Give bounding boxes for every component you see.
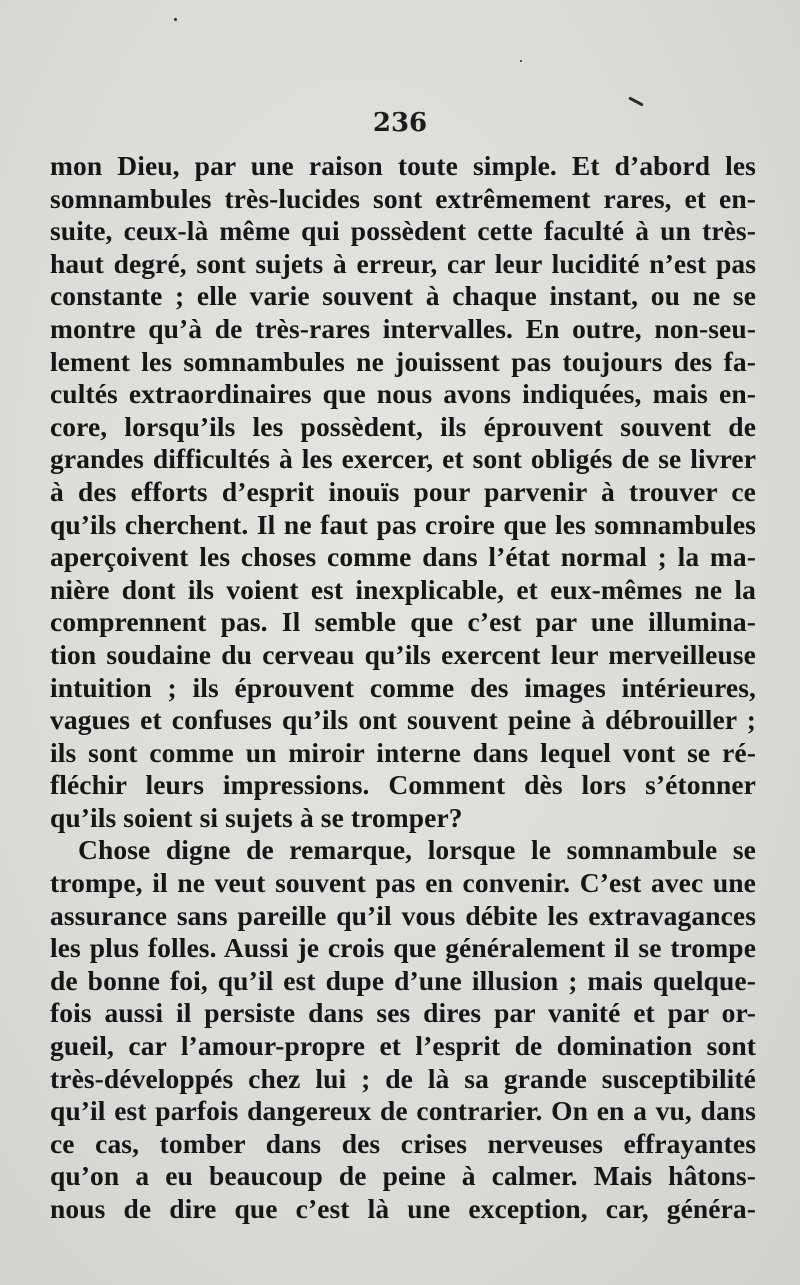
text-line: les plus folles. Aussi je crois que généralement il se trompe [50, 932, 756, 964]
text-line: qu’ils soient si sujets à se tromper? [50, 801, 463, 833]
page-number: 236 [372, 108, 428, 138]
body-text [50, 150, 756, 1226]
text-line: Chose digne de remarque, lorsque le somnambule se [78, 834, 756, 866]
text-line: haut degré, sont sujets à erreur, car leur lucidité n’est pas [50, 247, 756, 279]
text-line: mon Dieu, par une raison toute simple. Et d’abord les [50, 150, 756, 181]
text-line: gueil, car l’amour-propre et l’esprit de domination sont [50, 1030, 756, 1062]
ink-speck [174, 18, 177, 21]
text-line: grandes difficultés à les exercer, et sont obligés de se livrer [50, 443, 756, 475]
text-line: aperçoivent les choses comme dans l’état normal ; la ma- [50, 541, 756, 573]
paragraph-1 [50, 150, 756, 834]
text-line: intuition ; ils éprouvent comme des images intérieures, [50, 671, 756, 703]
text-line: fléchir leurs impressions. Comment dès lors s’étonner [50, 769, 756, 801]
text-line: cultés extraordinaires que nous avons indiquées, mais en- [50, 378, 756, 410]
text-line: core, lorsqu’ils les possèdent, ils éprouvent souvent de [50, 410, 756, 442]
text-line: ils sont comme un miroir interne dans lequel vont se ré- [50, 736, 756, 768]
text-line: fois aussi il persiste dans ses dires par vanité et par or- [50, 997, 756, 1029]
text-line: nière dont ils voient est inexplicable, et eux-mêmes ne la [50, 573, 756, 605]
text-line: lement les somnambules ne jouissent pas toujours des fa- [50, 345, 756, 377]
text-line: vagues et confuses qu’ils ont souvent peine à débrouiller ; [50, 704, 756, 736]
text-line: qu’il est parfois dangereux de contrarier. On en a vu, dans [50, 1095, 756, 1127]
text-line: ce cas, tomber dans des crises nerveuses effrayantes [50, 1127, 756, 1159]
text-line: constante ; elle varie souvent à chaque instant, ou ne se [50, 280, 756, 312]
text-line: suite, ceux-là même qui possèdent cette faculté à un très- [50, 215, 756, 247]
text-line: assurance sans pareille qu’il vous débite les extravagances [50, 899, 756, 931]
text-line: nous de dire que c’est là une exception, car, généra- [50, 1193, 756, 1224]
text-line: qu’ils cherchent. Il ne faut pas croire que les somnambules [50, 508, 756, 540]
paragraph-2 [50, 834, 756, 1225]
text-line: à des efforts d’esprit inouïs pour parvenir à trouver ce [50, 475, 756, 507]
text-line: somnambules très-lucides sont extrêmement rares, et en- [50, 182, 756, 214]
ink-speck [628, 96, 644, 106]
text-line: très-développés chez lui ; de là sa grande susceptibilité [50, 1062, 756, 1094]
ink-speck [520, 60, 522, 62]
text-line: qu’on a eu beaucoup de peine à calmer. Mais hâtons- [50, 1160, 756, 1192]
text-line: de bonne foi, qu’il est dupe d’une illusion ; mais quelque- [50, 964, 756, 996]
text-line: trompe, il ne veut souvent pas en convenir. C’est avec une [50, 867, 756, 899]
text-line: montre qu’à de très-rares intervalles. En outre, non-seu- [50, 312, 756, 344]
text-line: tion soudaine du cerveau qu’ils exercent leur merveilleuse [50, 638, 756, 670]
text-line: comprennent pas. Il semble que c’est par une illumina- [50, 606, 756, 638]
